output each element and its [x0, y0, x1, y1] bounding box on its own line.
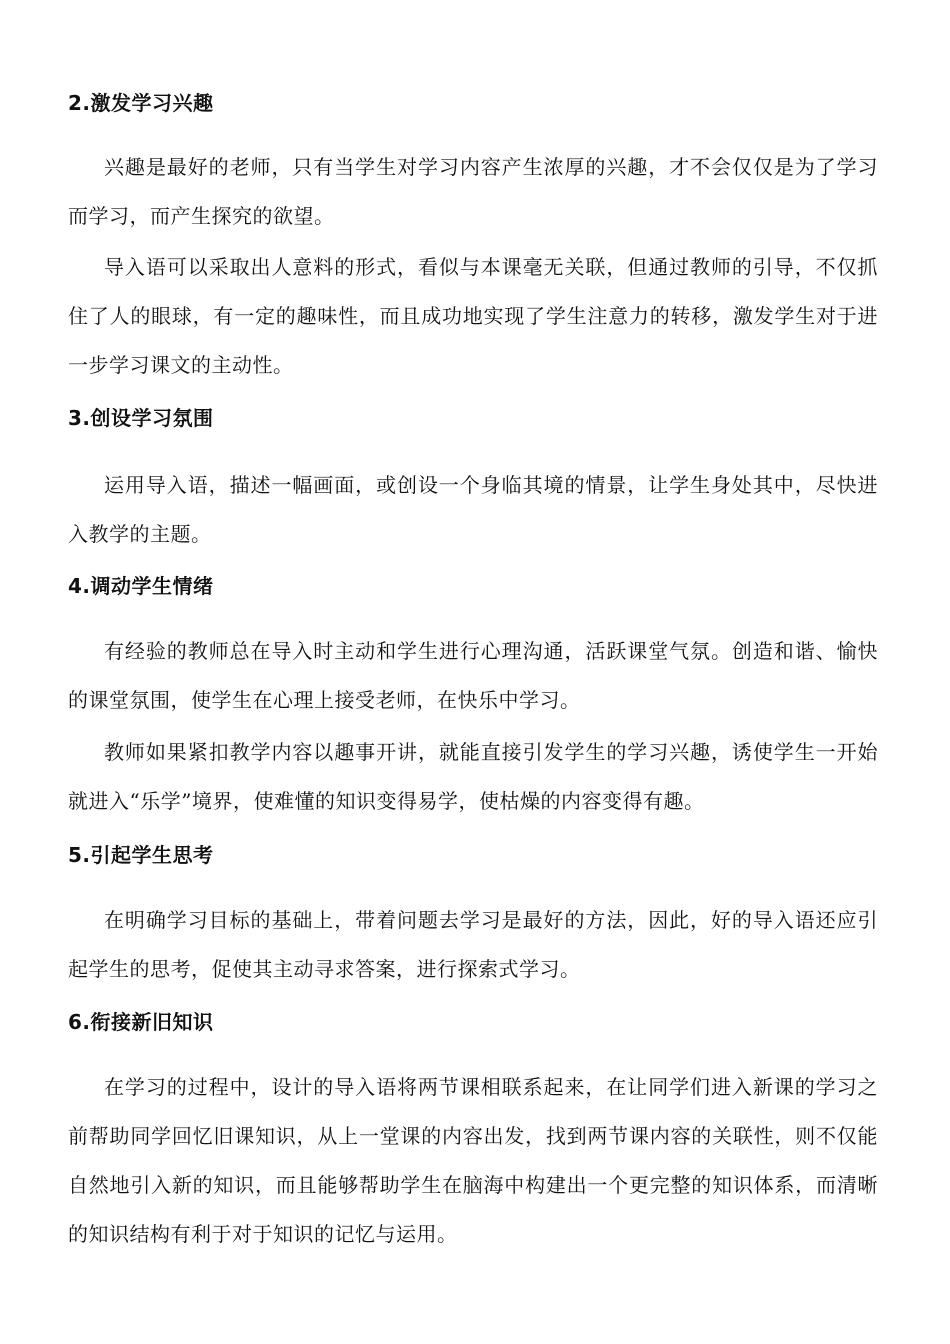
paragraph: 运用导入语，描述一幅画面，或创设一个身临其境的情景，让学生身处其中，尽快进入教学的主题。 — [68, 473, 878, 546]
paragraph: 兴趣是最好的老师，只有当学生对学习内容产生浓厚的兴趣，才不会仅仅是为了学习而学习，而产生探究的欲望。 — [68, 155, 878, 228]
paragraph: 在学习的过程中，设计的导入语将两节课相联系起来，在让同学们进入新课的学习之前帮助同学回忆旧课知识，从上一堂课的内容出发，找到两节课内容的关联性，则不仅能自然地引入新的知识，而且能够帮助学生在脑海中构建出一个更完整的知识体系，而清晰的知识结构有利于对于知识的记忆与运用。 — [68, 1075, 878, 1246]
paragraph: 有经验的教师总在导入时主动和学生进行心理沟通，活跃课堂气氛。创造和谐、愉快的课堂氛围，使学生在心理上接受老师，在快乐中学习。 — [68, 639, 878, 712]
section-heading-5: 5.引起学生思考 — [68, 843, 214, 867]
paragraph: 在明确学习目标的基础上，带着问题去学习是最好的方法，因此，好的导入语还应引起学生的思考，促使其主动寻求答案，进行探索式学习。 — [68, 908, 878, 981]
section-heading-6: 6.衔接新旧知识 — [68, 1010, 214, 1034]
section-heading-2: 2.激发学习兴趣 — [68, 91, 214, 115]
section-heading-4: 4.调动学生情绪 — [68, 574, 214, 598]
paragraph: 导入语可以采取出人意料的形式，看似与本课毫无关联，但通过教师的引导，不仅抓住了人的眼球，有一定的趣味性，而且成功地实现了学生注意力的转移，激发学生对于进一步学习课文的主动性。 — [68, 255, 878, 377]
paragraph: 教师如果紧扣教学内容以趣事开讲，就能直接引发学生的学习兴趣，诱使学生一开始就进入“乐学”境界，使难懂的知识变得易学，使枯燥的内容变得有趣。 — [68, 740, 878, 813]
section-heading-3: 3.创设学习氛围 — [68, 406, 214, 430]
